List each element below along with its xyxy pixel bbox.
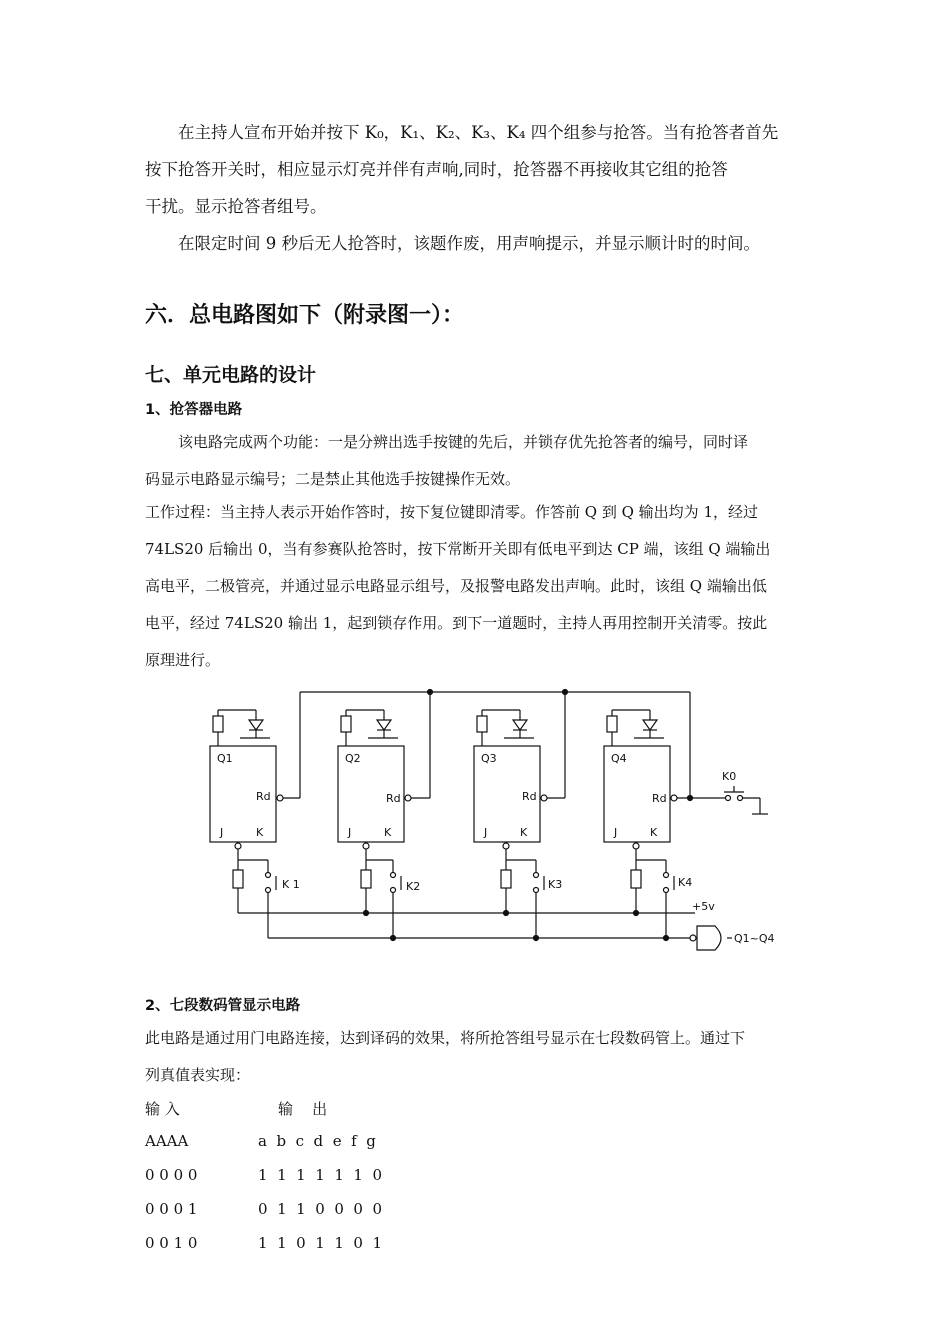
paragraph-line: 74LS20 后输出 0，当有参赛队抢答时，按下常断开关即有低电平到达 CP 端，该组 Q 端输出 bbox=[145, 540, 771, 558]
table-header-input: 输 入 bbox=[145, 1100, 180, 1118]
table-col-input: AAAA bbox=[145, 1132, 189, 1150]
q-label-4: Q4 bbox=[611, 752, 627, 765]
k-label-4: K bbox=[650, 826, 658, 839]
circuit-diagram bbox=[200, 680, 800, 980]
table-header-output: 输 出 bbox=[278, 1100, 328, 1118]
q-label-3: Q3 bbox=[481, 752, 497, 765]
j-label-3: J bbox=[484, 826, 488, 839]
switch-label-2: K2 bbox=[406, 880, 421, 893]
paragraph-display bbox=[145, 1020, 810, 1094]
table-col-output: a b c d e f g bbox=[258, 1132, 376, 1150]
table-row-input: 0 0 0 0 bbox=[145, 1166, 198, 1184]
subsection-heading-2: 2、七段数码管显示电路 bbox=[145, 998, 301, 1014]
section-heading-7: 七、单元电路的设计 bbox=[145, 364, 317, 386]
paragraph-line: 按下抢答开关时，相应显示灯亮并伴有声响,同时，抢答器不再接收其它组的抢答 bbox=[145, 160, 728, 179]
rd-label-1: Rd bbox=[256, 790, 271, 803]
k-label-3: K bbox=[520, 826, 528, 839]
switch-label-4: K4 bbox=[678, 876, 693, 889]
q-label-2: Q2 bbox=[345, 752, 361, 765]
paragraph-line: 高电平，二极管亮，并通过显示电路显示组号，及报警电路发出声响。此时，该组 Q 端输出低 bbox=[145, 577, 767, 595]
paragraph-process bbox=[145, 494, 810, 679]
q-label-1: Q1 bbox=[217, 752, 233, 765]
switch-label-3: K3 bbox=[548, 878, 563, 891]
j-label-1: J bbox=[220, 826, 224, 839]
rd-label-4: Rd bbox=[652, 792, 667, 805]
table-row-output: 1 1 0 1 1 0 1 bbox=[258, 1234, 383, 1252]
rd-label-3: Rd bbox=[522, 790, 537, 803]
paragraph-line: 干扰。显示抢答者组号。 bbox=[145, 197, 327, 216]
rd-label-2: Rd bbox=[386, 792, 401, 805]
j-label-4: J bbox=[614, 826, 618, 839]
k-label-1: K bbox=[256, 826, 264, 839]
vcc-label: +5v bbox=[692, 900, 715, 913]
paragraph-timeout: 在限定时间 9 秒后无人抢答时，该题作废，用声响提示，并显示顺计时的时间。 bbox=[178, 234, 760, 253]
paragraph-line: 原理进行。 bbox=[145, 651, 221, 669]
paragraph-line: 工作过程：当主持人表示开始作答时，按下复位键即清零。作答前 Q 到 Q 输出均为 1，经过 bbox=[145, 503, 758, 521]
output-label: Q1~Q4 bbox=[734, 932, 775, 945]
subsection-heading-1: 1、抢答器电路 bbox=[145, 402, 243, 418]
paragraph-line: 此电路是通过用门电路连接，达到译码的效果，将所抢答组号显示在七段数码管上。通过下 bbox=[145, 1029, 746, 1047]
paragraph-line: 列真值表实现： bbox=[145, 1066, 251, 1084]
paragraph-intro bbox=[145, 114, 810, 225]
table-row-output: 0 1 1 0 0 0 0 bbox=[258, 1200, 383, 1218]
paragraph-line: 该电路完成两个功能：一是分辨出选手按键的先后，并锁存优先抢答者的编号，同时译 bbox=[178, 433, 749, 451]
paragraph-line: 电平，经过 74LS20 输出 1，起到锁存作用。到下一道题时，主持人再用控制开关清零。按此 bbox=[145, 614, 768, 632]
k0-label: K0 bbox=[722, 770, 737, 783]
paragraph-line: 码显示电路显示编号；二是禁止其他选手按键操作无效。 bbox=[145, 470, 521, 488]
k-label-2: K bbox=[384, 826, 392, 839]
table-row-input: 0 0 1 0 bbox=[145, 1234, 198, 1252]
table-row-output: 1 1 1 1 1 1 0 bbox=[258, 1166, 383, 1184]
paragraph-line: 在主持人宣布开始并按下 K₀，K₁、K₂、K₃、K₄ 四个组参与抢答。当有抢答者首先 bbox=[178, 123, 779, 142]
section-heading-6: 六．总电路图如下（附录图一）： bbox=[145, 303, 465, 328]
j-label-2: J bbox=[348, 826, 352, 839]
table-row-input: 0 0 0 1 bbox=[145, 1200, 198, 1218]
switch-label-1: K 1 bbox=[282, 878, 300, 891]
paragraph-functions bbox=[145, 424, 810, 498]
